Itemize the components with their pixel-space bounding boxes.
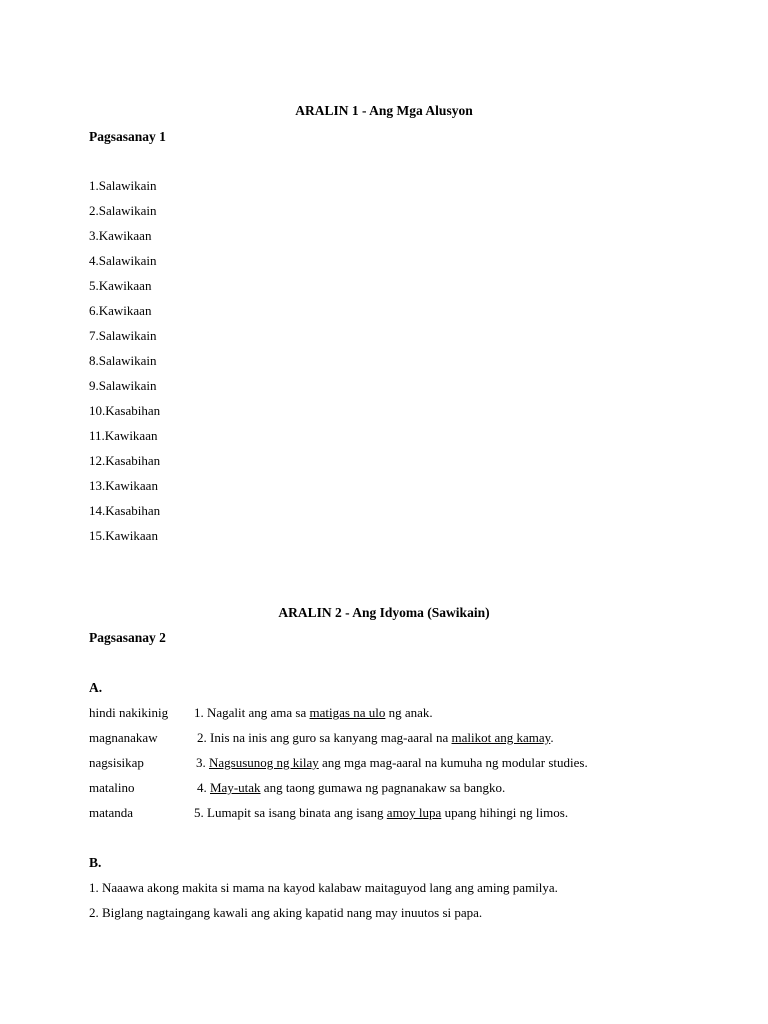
idiom-meaning: matanda xyxy=(89,805,134,820)
idiom-meaning: magnanakaw xyxy=(89,730,158,745)
answer-item: 15.Kawikaan xyxy=(89,528,158,543)
idiom-sentence: 3. Nagsusunog ng kilay ang mga mag-aaral na kumuha ng modular studies. xyxy=(196,755,588,770)
idiom-underlined: Nagsusunog ng kilay xyxy=(209,755,319,770)
idiom-underlined: amoy lupa xyxy=(386,805,442,820)
answer-item: 11.Kawikaan xyxy=(89,428,158,443)
answer-item: 14.Kasabihan xyxy=(89,503,161,518)
idiom-sentence: 5. Lumapit sa isang binata ang isang amoy lupa upang hihingi ng limos. xyxy=(194,805,569,820)
answer-item: 7.Salawikain xyxy=(89,328,157,343)
part-b-label: B. xyxy=(89,855,102,870)
idiom-meaning: hindi nakikinig xyxy=(89,705,169,720)
answer-item: 8.Salawikain xyxy=(89,353,157,368)
part-a-label: A. xyxy=(89,680,103,695)
answer-item: 5.Kawikaan xyxy=(89,278,152,293)
answer-item: 12.Kasabihan xyxy=(89,453,161,468)
pagsasanay-2-heading: Pagsasanay 2 xyxy=(89,630,166,645)
answer-item: 2.Salawikain xyxy=(89,203,157,218)
answer-item: 13.Kawikaan xyxy=(89,478,158,493)
part-b-item: 2. Biglang nagtaingang kawali ang aking kapatid nang may inuutos si papa. xyxy=(89,905,483,920)
aralin-1-title: ARALIN 1 - Ang Mga Alusyon xyxy=(295,103,473,118)
answer-item: 4.Salawikain xyxy=(89,253,157,268)
idiom-sentence: 4. May-utak ang taong gumawa ng pagnanakaw sa bangko. xyxy=(197,780,506,795)
answer-item: 9.Salawikain xyxy=(89,378,157,393)
aralin-2-title: ARALIN 2 - Ang Idyoma (Sawikain) xyxy=(278,605,490,620)
answer-item: 10.Kasabihan xyxy=(89,403,161,418)
pagsasanay-1-heading: Pagsasanay 1 xyxy=(89,129,166,144)
idiom-meaning: nagsisikap xyxy=(89,755,144,770)
idiom-meaning: matalino xyxy=(89,780,135,795)
idiom-sentence: 2. Inis na inis ang guro sa kanyang mag-aaral na malikot ang kamay. xyxy=(197,730,554,745)
idiom-underlined: matigas na ulo xyxy=(309,705,386,720)
answer-item: 6.Kawikaan xyxy=(89,303,152,318)
idiom-underlined: malikot ang kamay xyxy=(451,730,551,745)
answer-item: 1.Salawikain xyxy=(89,178,157,193)
answer-item: 3.Kawikaan xyxy=(89,228,152,243)
idiom-sentence: 1. Nagalit ang ama sa matigas na ulo ng anak. xyxy=(194,705,433,720)
part-b-item: 1. Naaawa akong makita si mama na kayod kalabaw maitaguyod lang ang aming pamilya. xyxy=(89,880,558,895)
idiom-underlined: May-utak xyxy=(210,780,261,795)
